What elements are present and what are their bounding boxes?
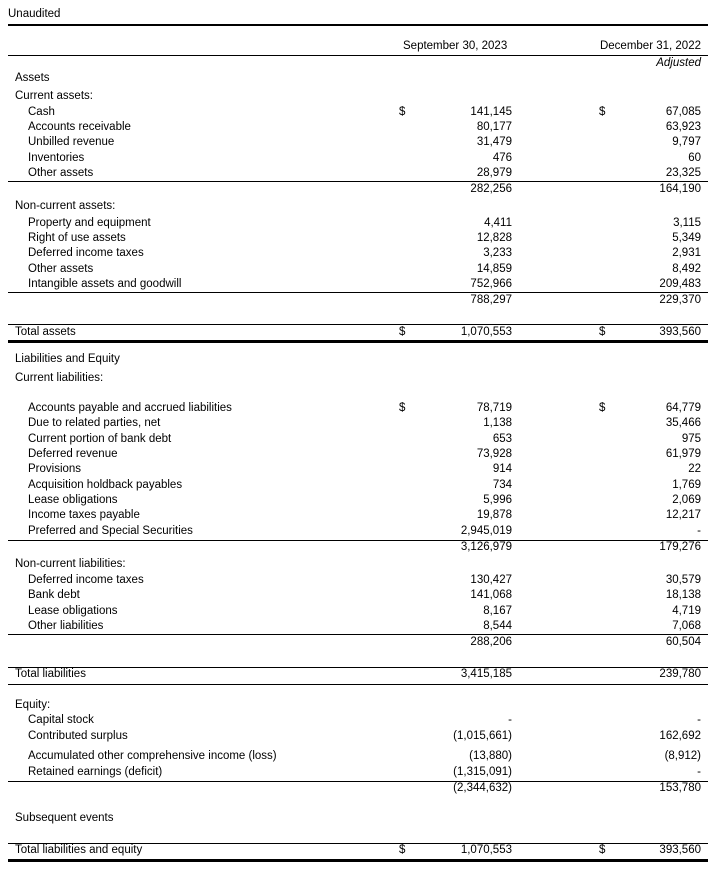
row-label: Bank debt (28, 589, 80, 601)
table-row (0, 106, 716, 121)
value-sep-2023: 476 (492, 152, 512, 164)
subtotal-rule (8, 634, 708, 635)
table-row (0, 167, 716, 182)
currency-symbol: $ (399, 326, 406, 338)
value-sep-2023: (13,880) (469, 750, 512, 762)
subtotal-row (0, 183, 716, 198)
total-rule (8, 843, 708, 844)
row-label: Deferred income taxes (28, 574, 144, 586)
value-sep-2023: (2,344,632) (453, 782, 512, 794)
table-row (0, 494, 716, 509)
row-label: Non-current liabilities: (15, 558, 126, 570)
value-sep-2023: 12,828 (476, 232, 512, 244)
value-sep-2023: 8,544 (483, 620, 512, 632)
table-row (0, 714, 716, 729)
row-label: Current assets: (15, 90, 93, 102)
row-label: Non-current assets: (15, 200, 116, 212)
value-dec-2022: 63,923 (665, 121, 701, 133)
value-sep-2023: 653 (492, 433, 512, 445)
currency-symbol: $ (599, 402, 606, 414)
row-label: Assets (15, 72, 50, 84)
row-label: Other assets (28, 263, 94, 275)
value-dec-2022: 209,483 (659, 278, 701, 290)
value-sep-2023: 734 (492, 479, 512, 491)
table-row (0, 136, 716, 151)
row-label: Retained earnings (deficit) (28, 766, 163, 778)
value-dec-2022: 18,138 (665, 589, 701, 601)
row-label: Accounts payable and accrued liabilities (28, 402, 232, 414)
total-row (0, 844, 716, 859)
value-dec-2022: 164,190 (659, 183, 701, 195)
value-sep-2023: 4,411 (484, 217, 512, 229)
row-label: Current portion of bank debt (28, 433, 172, 445)
table-row (0, 402, 716, 417)
value-dec-2022: 7,068 (672, 620, 701, 632)
value-sep-2023: 14,859 (476, 263, 512, 275)
table-row (0, 152, 716, 167)
total-bottom-rule (8, 684, 708, 685)
section-heading (0, 812, 716, 827)
value-dec-2022: - (697, 766, 701, 778)
value-sep-2023: 1,070,553 (460, 844, 512, 856)
value-dec-2022: 9,797 (672, 136, 701, 148)
value-sep-2023: 1,070,553 (460, 326, 512, 338)
table-row (0, 620, 716, 635)
value-dec-2022: 22 (688, 463, 701, 475)
currency-symbol: $ (599, 844, 606, 856)
value-dec-2022: 229,370 (659, 294, 701, 306)
currency-symbol: $ (399, 844, 406, 856)
value-dec-2022: 64,779 (665, 402, 701, 414)
value-sep-2023: 752,966 (470, 278, 512, 290)
value-dec-2022: 67,085 (665, 106, 701, 118)
table-row (0, 121, 716, 136)
total-rule (8, 324, 708, 325)
value-sep-2023: 141,145 (470, 106, 512, 118)
value-sep-2023: 914 (492, 463, 512, 475)
value-sep-2023: 288,206 (470, 636, 512, 648)
value-dec-2022: 30,579 (665, 574, 701, 586)
table-row (0, 509, 716, 524)
subtotal-row (0, 541, 716, 556)
row-label: Capital stock (28, 714, 94, 726)
section-heading (0, 90, 716, 105)
value-dec-2022: 12,217 (665, 509, 701, 521)
value-sep-2023: (1,315,091) (453, 766, 512, 778)
row-label: Inventories (28, 152, 85, 164)
value-dec-2022: 8,492 (672, 263, 701, 275)
row-label: Deferred revenue (28, 448, 118, 460)
row-label: Income taxes payable (28, 509, 140, 521)
table-row (0, 217, 716, 232)
section-heading (0, 699, 716, 714)
value-sep-2023: 3,233 (483, 247, 512, 259)
subtotal-row (0, 294, 716, 309)
value-dec-2022: 162,692 (659, 730, 701, 742)
table-row (0, 605, 716, 620)
value-sep-2023: 73,928 (476, 448, 512, 460)
subtotal-rule (8, 781, 708, 782)
value-sep-2023: 19,878 (476, 509, 512, 521)
top-rule (8, 24, 708, 26)
currency-symbol: $ (399, 106, 406, 118)
table-row (0, 263, 716, 278)
row-label: Other assets (28, 167, 94, 179)
table-row (0, 463, 716, 478)
table-row (0, 479, 716, 494)
value-dec-2022: 5,349 (672, 232, 701, 244)
table-row (0, 232, 716, 247)
adjusted-label: Adjusted (656, 57, 701, 69)
row-label: Unbilled revenue (28, 136, 115, 148)
unaudited-label: Unaudited (8, 8, 61, 20)
value-sep-2023: 1,138 (483, 417, 512, 429)
value-dec-2022: - (697, 714, 701, 726)
currency-symbol: $ (399, 402, 406, 414)
value-dec-2022: 179,276 (659, 541, 701, 553)
row-label: Due to related parties, net (28, 417, 161, 429)
value-sep-2023: 31,479 (476, 136, 512, 148)
table-row (0, 247, 716, 262)
row-label: Subsequent events (15, 812, 114, 824)
value-sep-2023: (1,015,661) (453, 730, 512, 742)
section-heading (0, 200, 716, 215)
total-double-rule (8, 340, 708, 343)
value-dec-2022: 393,560 (659, 844, 701, 856)
table-row (0, 525, 716, 540)
table-row (0, 278, 716, 293)
total-rule (8, 667, 708, 668)
row-label: Liabilities and Equity (15, 353, 120, 365)
row-label: Acquisition holdback payables (28, 479, 183, 491)
value-dec-2022: 35,466 (665, 417, 701, 429)
value-dec-2022: 2,069 (672, 494, 701, 506)
row-label: Right of use assets (28, 232, 126, 244)
row-label: Lease obligations (28, 605, 118, 617)
total-row (0, 668, 716, 683)
row-label: Provisions (28, 463, 82, 475)
row-label: Total liabilities and equity (15, 844, 143, 856)
value-sep-2023: 80,177 (476, 121, 512, 133)
value-sep-2023: 78,719 (476, 402, 512, 414)
value-sep-2023: 130,427 (470, 574, 512, 586)
header-rule (8, 55, 708, 56)
row-label: Contributed surplus (28, 730, 128, 742)
value-dec-2022: 4,719 (672, 605, 701, 617)
table-row (0, 730, 716, 745)
value-dec-2022: 1,769 (672, 479, 701, 491)
table-row (0, 433, 716, 448)
row-label: Lease obligations (28, 494, 118, 506)
subtotal-row (0, 636, 716, 651)
value-dec-2022: 393,560 (659, 326, 701, 338)
row-label: Cash (28, 106, 55, 118)
value-sep-2023: 5,996 (483, 494, 512, 506)
row-label: Equity: (15, 699, 51, 711)
row-label: Total liabilities (15, 668, 86, 680)
value-sep-2023: 28,979 (476, 167, 512, 179)
value-dec-2022: 975 (681, 433, 701, 445)
table-row (0, 750, 716, 765)
row-label: Preferred and Special Securities (28, 525, 193, 537)
value-dec-2022: 153,780 (659, 782, 701, 794)
value-sep-2023: 3,126,979 (460, 541, 512, 553)
section-heading (0, 558, 716, 573)
subtotal-rule (8, 181, 708, 182)
row-label: Current liabilities: (15, 372, 104, 384)
section-heading (0, 372, 716, 387)
value-sep-2023: 788,297 (470, 294, 512, 306)
section-heading (0, 72, 716, 87)
table-row (0, 574, 716, 589)
value-dec-2022: 60 (688, 152, 701, 164)
row-label: Other liabilities (28, 620, 104, 632)
row-label: Total assets (15, 326, 76, 338)
currency-symbol: $ (599, 106, 606, 118)
value-dec-2022: 61,979 (665, 448, 701, 460)
subtotal-rule (8, 292, 708, 293)
total-double-rule (8, 859, 708, 862)
subtotal-row (0, 782, 716, 797)
column-header-dec-2022: December 31, 2022 (599, 40, 701, 52)
section-heading (0, 353, 716, 368)
total-row (0, 326, 716, 341)
value-dec-2022: (8,912) (664, 750, 701, 762)
value-dec-2022: 60,504 (665, 636, 701, 648)
row-label: Accumulated other comprehensive income (loss) (28, 750, 277, 762)
value-sep-2023: 282,256 (470, 183, 512, 195)
row-label: Accounts receivable (28, 121, 131, 133)
currency-symbol: $ (599, 326, 606, 338)
table-row (0, 448, 716, 463)
value-dec-2022: 2,931 (672, 247, 701, 259)
row-label: Property and equipment (28, 217, 151, 229)
row-label: Deferred income taxes (28, 247, 144, 259)
value-sep-2023: - (508, 714, 512, 726)
column-header-sep-2023: September 30, 2023 (403, 40, 508, 52)
value-dec-2022: 3,115 (673, 217, 701, 229)
table-row (0, 589, 716, 604)
value-dec-2022: 23,325 (665, 167, 701, 179)
value-dec-2022: - (697, 525, 701, 537)
value-sep-2023: 2,945,019 (460, 525, 512, 537)
subtotal-rule (8, 540, 708, 541)
table-row (0, 766, 716, 781)
value-sep-2023: 3,415,185 (460, 668, 512, 680)
value-sep-2023: 141,068 (470, 589, 512, 601)
table-row (0, 417, 716, 432)
row-label: Intangible assets and goodwill (28, 278, 182, 290)
value-dec-2022: 239,780 (659, 668, 701, 680)
value-sep-2023: 8,167 (483, 605, 512, 617)
